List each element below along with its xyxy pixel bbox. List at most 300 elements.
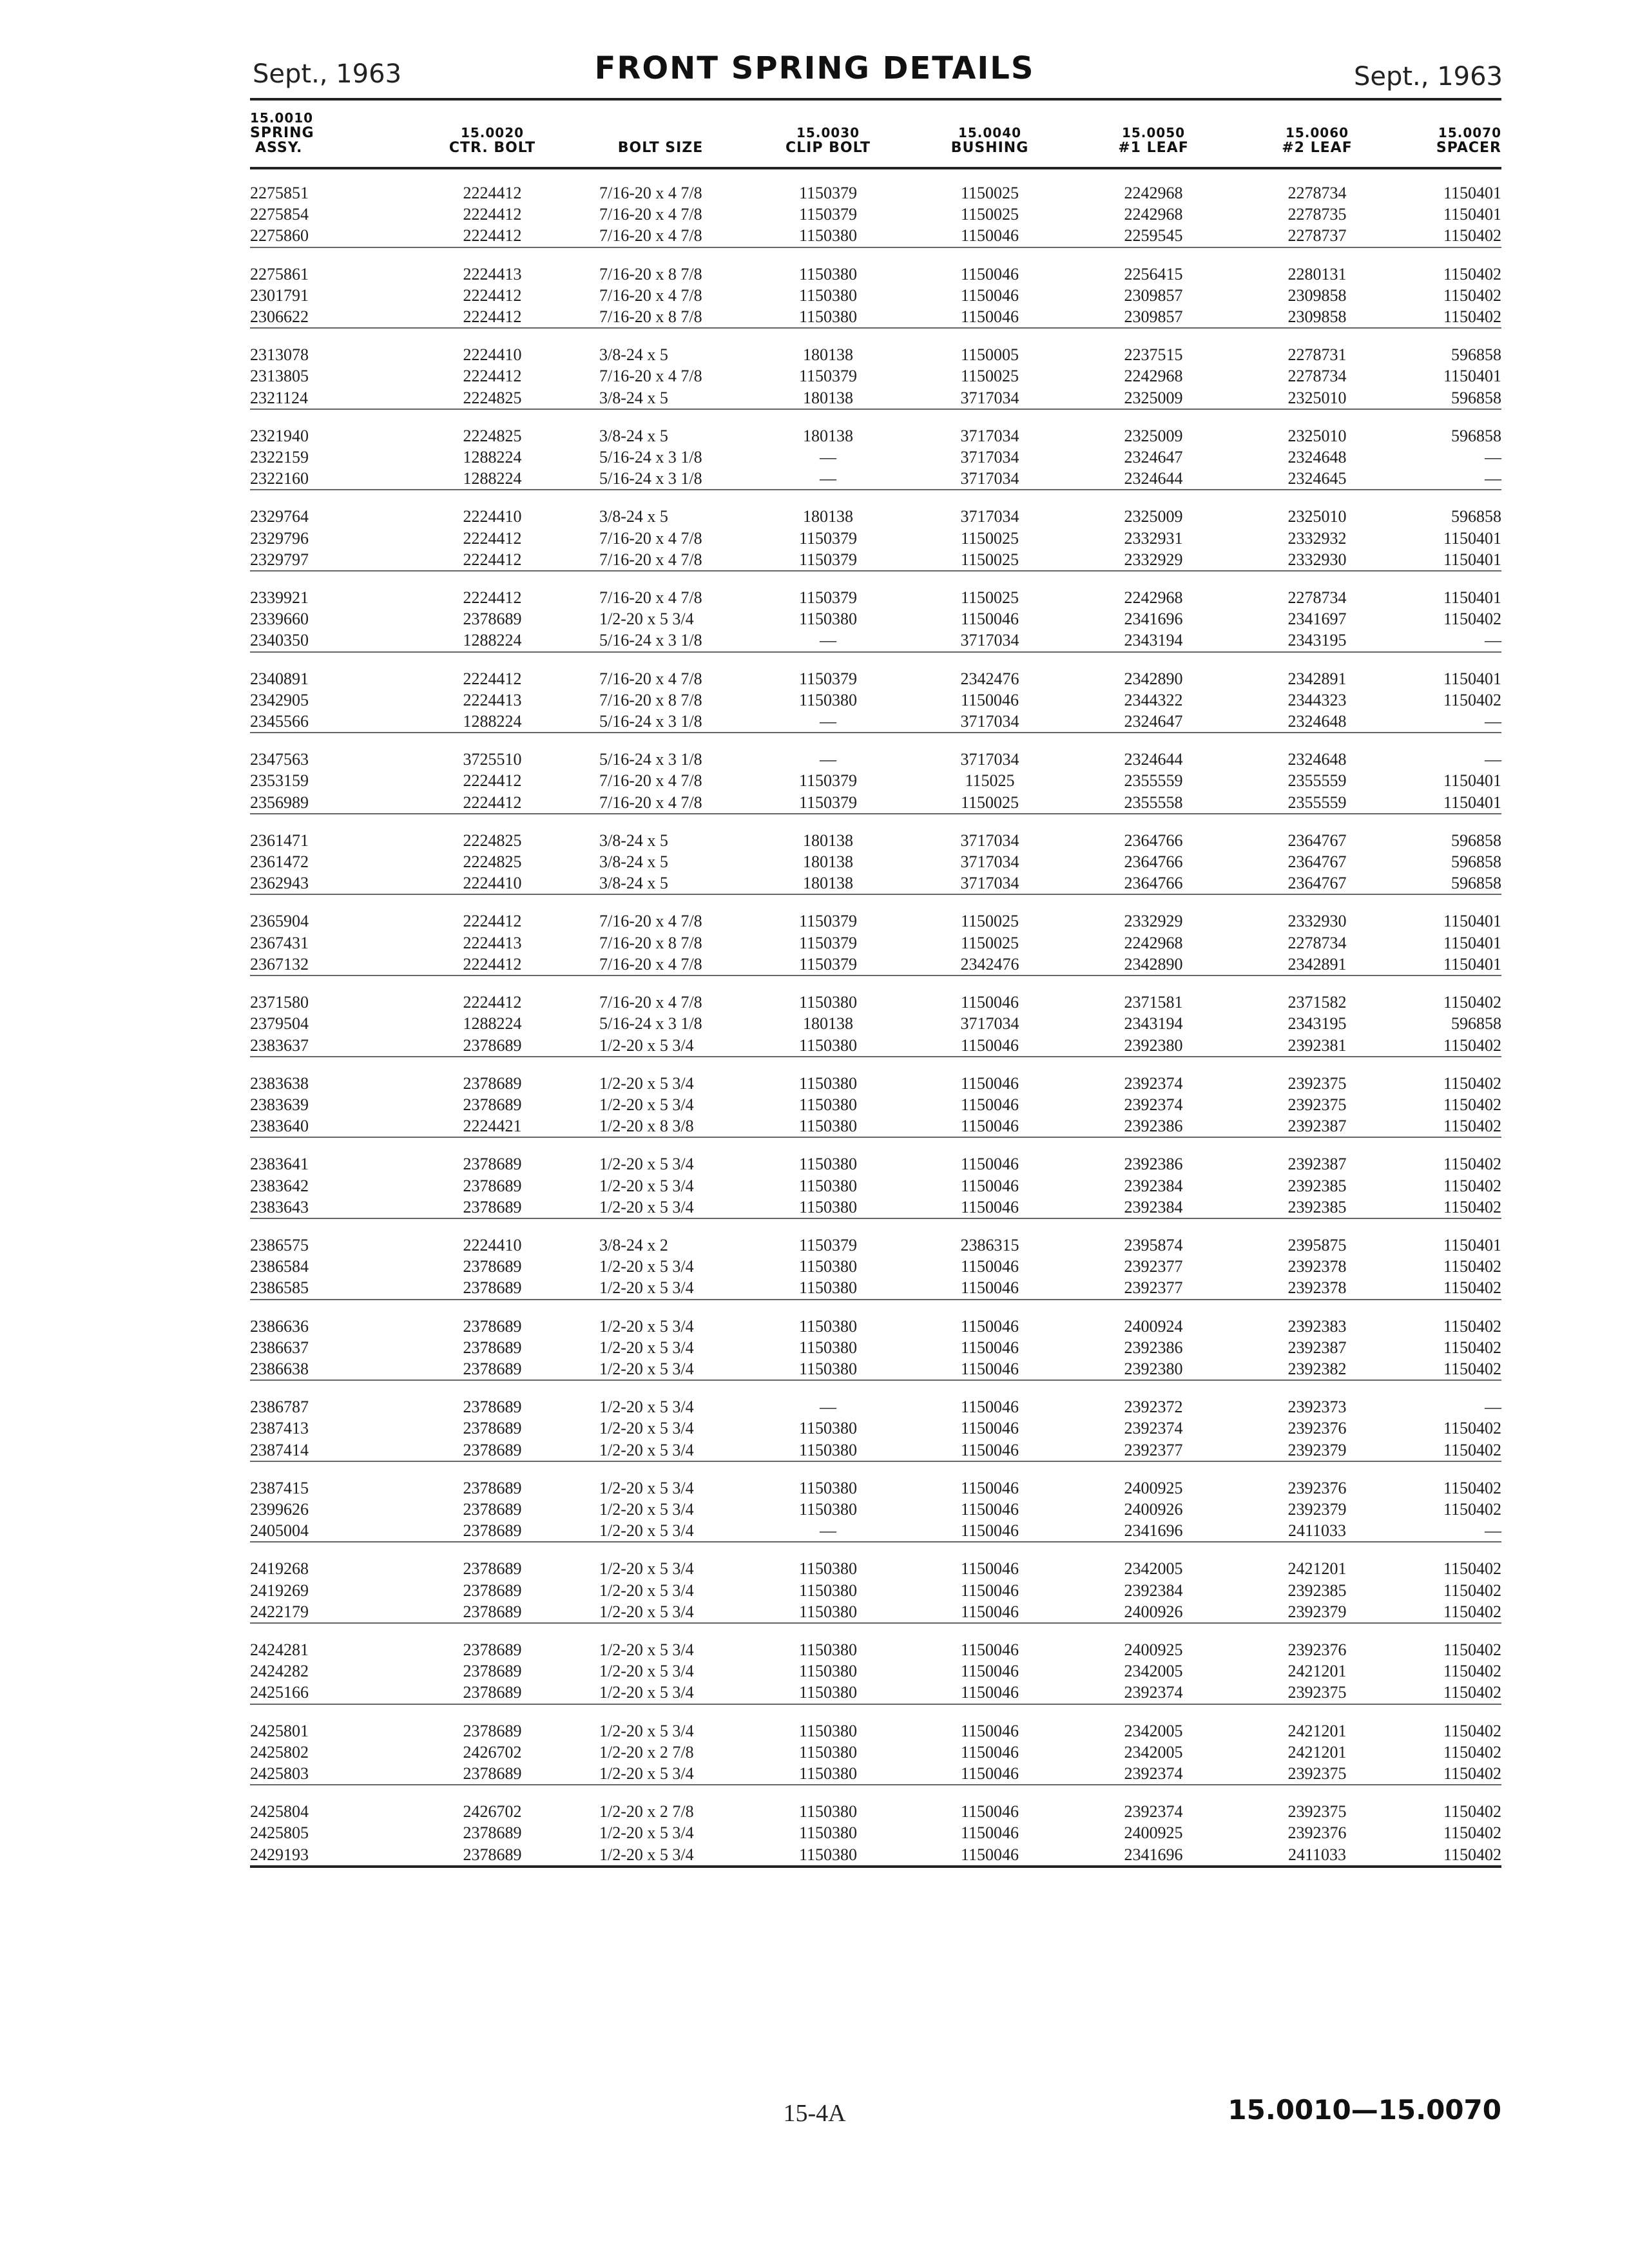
column-code: 15.0050 <box>1121 125 1186 140</box>
leaf-2-cell: 2421201 <box>1287 1721 1347 1740</box>
header-rule <box>250 98 1501 101</box>
leaf-2-cell: 2278731 <box>1287 345 1347 365</box>
column-header-row <box>250 111 1501 168</box>
clip-bolt-cell: 1150380 <box>798 1338 858 1357</box>
leaf-1-cell: 2341696 <box>1071 1844 1236 1867</box>
leaf-1-cell: 2342005 <box>1124 1742 1183 1762</box>
table-row <box>250 792 1501 814</box>
leaf-2-cell: 2392383 <box>1287 1316 1347 1336</box>
leaf-2-cell: 2278735 <box>1287 205 1347 224</box>
bushing-cell: 3717034 <box>909 711 1071 733</box>
ctr-bolt-cell: 2378689 <box>463 1559 522 1579</box>
ctr-bolt-cell: 2378689 <box>463 1398 522 1417</box>
leaf-1-cell: 2332929 <box>1071 549 1236 571</box>
leaf-1-cell: 2364766 <box>1071 872 1236 894</box>
spring-assy-cell: 2405004 <box>250 1520 411 1542</box>
leaf-2-cell: 2355559 <box>1287 771 1347 791</box>
spacer-cell: 1150402 <box>1443 993 1501 1012</box>
spacer-cell: 1150402 <box>1443 610 1501 629</box>
leaf-2-cell: 2343195 <box>1287 1014 1347 1033</box>
leaf-1-cell: 2343194 <box>1071 629 1236 651</box>
table-row <box>250 1542 1501 1579</box>
bushing-cell: 1150046 <box>960 993 1019 1012</box>
leaf-2-cell: 2392375 <box>1287 1073 1347 1093</box>
bolt-size-cell: 1/2-20 x 5 3/4 <box>574 1439 747 1461</box>
leaf-1-cell: 2395874 <box>1124 1235 1183 1254</box>
spacer-cell: 1150402 <box>1398 225 1501 247</box>
spring-assy-cell: 2386584 <box>250 1257 309 1276</box>
bolt-size-cell: 7/16-20 x 4 7/8 <box>599 588 702 608</box>
leaf-1-cell: 2325009 <box>1124 507 1183 526</box>
bolt-size-cell: 1/2-20 x 5 3/4 <box>574 1035 747 1057</box>
leaf-1-cell: 2342005 <box>1124 1559 1183 1579</box>
table-row <box>250 447 1501 468</box>
clip-bolt-cell: 1150379 <box>747 549 909 571</box>
bolt-size-cell: 1/2-20 x 5 3/4 <box>599 1581 694 1600</box>
table-row <box>250 549 1501 571</box>
spacer-cell: 1150402 <box>1443 285 1501 305</box>
leaf-2-cell: 2392385 <box>1236 1196 1398 1218</box>
spring-assy-cell: 2321124 <box>250 387 411 409</box>
spring-assy-cell: 2365904 <box>250 912 309 931</box>
column-header-clip-bolt <box>747 111 909 168</box>
leaf-2-cell: 2309858 <box>1236 306 1398 328</box>
leaf-1-cell: 2242968 <box>1124 588 1183 608</box>
clip-bolt-cell: 1150379 <box>798 184 858 202</box>
spring-assy-cell: 2275854 <box>250 205 309 224</box>
clip-bolt-cell: 1150380 <box>747 1115 909 1137</box>
ctr-bolt-cell: 2224410 <box>463 1235 522 1254</box>
table-row <box>250 1196 1501 1218</box>
column-code: 15.0030 <box>796 125 860 140</box>
ctr-bolt-cell: 2224412 <box>463 285 522 305</box>
spacer-cell: 1150401 <box>1443 771 1501 791</box>
leaf-1-cell: 2392374 <box>1124 1419 1183 1438</box>
spacer-cell: — <box>1398 711 1501 733</box>
table-row <box>250 1115 1501 1137</box>
ctr-bolt-cell: 2224412 <box>411 306 574 328</box>
bolt-size-cell: 3/8-24 x 5 <box>599 345 668 365</box>
spring-assy-cell: 2353159 <box>250 771 309 791</box>
leaf-1-cell: 2392377 <box>1071 1277 1236 1299</box>
bushing-cell: 1150046 <box>909 1763 1071 1785</box>
spring-assy-cell: 2425805 <box>250 1823 309 1843</box>
leaf-2-cell: 2392378 <box>1287 1257 1347 1276</box>
spacer-cell: 596858 <box>1398 387 1501 409</box>
clip-bolt-cell: 1150379 <box>747 792 909 814</box>
bolt-size-cell: 1/2-20 x 5 3/4 <box>599 1155 694 1174</box>
ctr-bolt-cell: 1288224 <box>411 468 574 490</box>
leaf-2-cell: 2392375 <box>1236 1682 1398 1704</box>
table-row <box>250 733 1501 770</box>
bushing-cell: 1150046 <box>960 690 1019 709</box>
clip-bolt-cell: 180138 <box>747 387 909 409</box>
leaf-1-cell: 2392372 <box>1124 1398 1183 1417</box>
leaf-1-cell: 2324644 <box>1071 468 1236 490</box>
leaf-1-cell: 2392374 <box>1071 1763 1236 1785</box>
bolt-size-cell: 3/8-24 x 5 <box>599 852 668 872</box>
table-row <box>250 932 1501 954</box>
bushing-cell: 1150046 <box>960 1742 1019 1762</box>
column-header-bushing <box>909 111 1071 168</box>
clip-bolt-cell: — <box>747 468 909 490</box>
ctr-bolt-cell: 2224412 <box>463 184 522 202</box>
bushing-cell: 1150046 <box>909 306 1071 328</box>
leaf-1-cell: 2392374 <box>1124 1095 1183 1114</box>
column-label: ASSY. <box>255 140 303 156</box>
column-header-spring-assy <box>250 111 411 168</box>
ctr-bolt-cell: 2426702 <box>463 1742 522 1762</box>
leaf-1-cell: 2392386 <box>1071 1115 1236 1137</box>
bolt-size-cell: 1/2-20 x 5 3/4 <box>599 1338 694 1357</box>
spring-assy-cell: 2329764 <box>250 507 309 526</box>
spring-assy-cell: 2387414 <box>250 1439 411 1461</box>
ctr-bolt-cell: 2224412 <box>463 205 522 224</box>
spacer-cell: 1150401 <box>1443 184 1501 202</box>
bolt-size-cell: 1/2-20 x 2 7/8 <box>599 1802 694 1821</box>
ctr-bolt-cell: 2224412 <box>463 588 522 608</box>
bushing-cell: 1150025 <box>909 549 1071 571</box>
spacer-cell: 1150401 <box>1443 912 1501 931</box>
ctr-bolt-cell: 2378689 <box>411 1763 574 1785</box>
spring-assy-cell: 2425802 <box>250 1742 309 1762</box>
leaf-2-cell: 2392387 <box>1287 1155 1347 1174</box>
bushing-cell: 3717034 <box>909 387 1071 409</box>
ctr-bolt-cell: 2224412 <box>463 912 522 931</box>
page-title: FRONT SPRING DETAILS <box>594 50 1035 86</box>
bolt-size-cell: 1/2-20 x 5 3/4 <box>599 1316 694 1336</box>
spring-assy-cell: 2342905 <box>250 690 309 709</box>
spring-assy-cell: 2383643 <box>250 1196 411 1218</box>
clip-bolt-cell: 1150379 <box>798 1235 858 1254</box>
bolt-size-cell: 1/2-20 x 5 3/4 <box>599 1662 694 1681</box>
table-row <box>250 608 1501 629</box>
leaf-2-cell: 2411033 <box>1236 1520 1398 1542</box>
ctr-bolt-cell: 1288224 <box>411 629 574 651</box>
ctr-bolt-cell: 2378689 <box>463 1419 522 1438</box>
spacer-cell: 1150402 <box>1443 1338 1501 1357</box>
ctr-bolt-cell: 2378689 <box>463 1176 522 1195</box>
leaf-2-cell: 2341697 <box>1287 610 1347 629</box>
bushing-cell: 1150046 <box>960 285 1019 305</box>
leaf-1-cell: 2332929 <box>1124 912 1183 931</box>
spring-assy-cell: 2367431 <box>250 933 309 952</box>
clip-bolt-cell: 1150380 <box>798 690 858 709</box>
bolt-size-cell: 7/16-20 x 4 7/8 <box>599 528 702 548</box>
leaf-2-cell: 2332932 <box>1287 528 1347 548</box>
clip-bolt-cell: 1150379 <box>798 933 858 952</box>
spring-assy-cell: 2275860 <box>250 225 411 247</box>
bushing-cell: 1150046 <box>960 1257 1019 1276</box>
leaf-2-cell: 2392387 <box>1287 1338 1347 1357</box>
bolt-size-cell: 1/2-20 x 5 3/4 <box>574 1520 747 1542</box>
bolt-size-cell: 5/16-24 x 3 1/8 <box>574 629 747 651</box>
clip-bolt-cell: — <box>820 448 836 467</box>
bushing-cell: 1150046 <box>960 1823 1019 1843</box>
spacer-cell: 1150402 <box>1398 1439 1501 1461</box>
leaf-2-cell: 2392373 <box>1287 1398 1347 1417</box>
spacer-cell: 1150402 <box>1398 1035 1501 1057</box>
bolt-size-cell: 5/16-24 x 3 1/8 <box>574 711 747 733</box>
table-row <box>250 328 1501 365</box>
bolt-size-cell: 1/2-20 x 5 3/4 <box>599 610 694 629</box>
table-row <box>250 409 1501 447</box>
spacer-cell: 1150402 <box>1443 264 1501 284</box>
table-row <box>250 1358 1501 1380</box>
bushing-cell: 1150005 <box>960 345 1019 365</box>
leaf-1-cell: 2259545 <box>1071 225 1236 247</box>
column-header-spacer <box>1398 111 1501 168</box>
spacer-cell: 596858 <box>1451 831 1501 850</box>
leaf-2-cell: 2392385 <box>1287 1581 1347 1600</box>
leaf-2-cell: 2392375 <box>1236 1763 1398 1785</box>
leaf-1-cell: 2355558 <box>1071 792 1236 814</box>
spring-assy-cell: 2345566 <box>250 711 411 733</box>
ctr-bolt-cell: 2378689 <box>463 1073 522 1093</box>
bushing-cell: 3717034 <box>909 872 1071 894</box>
spacer-cell: 1150402 <box>1443 1499 1501 1519</box>
ctr-bolt-cell: 2224412 <box>411 225 574 247</box>
bolt-size-cell: 7/16-20 x 8 7/8 <box>574 306 747 328</box>
leaf-2-cell: 2392379 <box>1287 1499 1347 1519</box>
ctr-bolt-cell: 2378689 <box>411 1601 574 1623</box>
clip-bolt-cell: 180138 <box>803 507 853 526</box>
bolt-size-cell: 1/2-20 x 5 3/4 <box>574 1196 747 1218</box>
ctr-bolt-cell: 2378689 <box>411 1844 574 1867</box>
clip-bolt-cell: 1150379 <box>798 588 858 608</box>
spring-assy-cell: 2371580 <box>250 993 309 1012</box>
spring-assy-cell: 2356989 <box>250 792 411 814</box>
table-row <box>250 954 1501 975</box>
ctr-bolt-cell: 2378689 <box>411 1035 574 1057</box>
ctr-bolt-cell: 2378689 <box>411 1520 574 1542</box>
spacer-cell: 1150402 <box>1443 1640 1501 1659</box>
ctr-bolt-cell: 2378689 <box>463 1499 522 1519</box>
bushing-cell: 1150046 <box>960 1155 1019 1174</box>
bushing-cell: 1150046 <box>960 1721 1019 1740</box>
table-body <box>250 168 1501 1867</box>
clip-bolt-cell: 1150380 <box>798 1478 858 1497</box>
spring-assy-cell: 2340891 <box>250 669 309 688</box>
table-row <box>250 1057 1501 1094</box>
table-row <box>250 1256 1501 1277</box>
ctr-bolt-cell: 2224412 <box>411 549 574 571</box>
clip-bolt-cell: 1150380 <box>798 285 858 305</box>
leaf-1-cell: 2400926 <box>1071 1601 1236 1623</box>
leaf-1-cell: 2364766 <box>1124 852 1183 872</box>
leaf-1-cell: 2400925 <box>1124 1640 1183 1659</box>
leaf-2-cell: 2342891 <box>1236 954 1398 975</box>
ctr-bolt-cell: 2378689 <box>463 1316 522 1336</box>
spacer-cell: 1150402 <box>1443 1742 1501 1762</box>
leaf-1-cell: 2242968 <box>1124 205 1183 224</box>
leaf-2-cell: 2421201 <box>1287 1662 1347 1681</box>
table-row <box>250 629 1501 651</box>
leaf-1-cell: 2341696 <box>1071 1520 1236 1542</box>
spacer-cell: 1150401 <box>1443 669 1501 688</box>
spacer-cell: — <box>1398 629 1501 651</box>
leaf-1-cell: 2392386 <box>1124 1155 1183 1174</box>
clip-bolt-cell: 1150380 <box>747 1277 909 1299</box>
spring-assy-cell: 2313805 <box>250 367 309 386</box>
bushing-cell: 2386315 <box>960 1235 1019 1254</box>
spacer-cell: 596858 <box>1451 426 1501 445</box>
column-code: 15.0010 <box>250 110 314 126</box>
spacer-cell: 1150402 <box>1443 1581 1501 1600</box>
bolt-size-cell: 7/16-20 x 4 7/8 <box>599 912 702 931</box>
header-date-left: Sept., 1963 <box>253 59 402 89</box>
ctr-bolt-cell: 2378689 <box>463 1721 522 1740</box>
spring-assy-cell: 2340350 <box>250 629 411 651</box>
table-row <box>250 1520 1501 1542</box>
ctr-bolt-cell: 2224825 <box>411 387 574 409</box>
spring-assy-cell: 2424282 <box>250 1662 309 1681</box>
clip-bolt-cell: — <box>747 1520 909 1542</box>
spring-assy-cell: 2383640 <box>250 1115 411 1137</box>
spring-assy-cell: 2399626 <box>250 1499 309 1519</box>
clip-bolt-cell: 180138 <box>803 831 853 850</box>
leaf-1-cell: 2400925 <box>1124 1823 1183 1843</box>
leaf-1-cell: 2309857 <box>1124 285 1183 305</box>
bolt-size-cell: 5/16-24 x 3 1/8 <box>599 1014 702 1033</box>
clip-bolt-cell: 1150380 <box>798 1559 858 1579</box>
spring-assy-cell: 2379504 <box>250 1014 309 1033</box>
bolt-size-cell: 1/2-20 x 5 3/4 <box>599 1721 694 1740</box>
table-row <box>250 1137 1501 1175</box>
table-row <box>250 1277 1501 1299</box>
leaf-1-cell: 2344322 <box>1124 690 1183 709</box>
column-code: 15.0070 <box>1438 125 1501 140</box>
bushing-cell: 1150046 <box>909 1277 1071 1299</box>
spacer-cell: 1150402 <box>1443 1478 1501 1497</box>
column-code: 15.0040 <box>958 125 1022 140</box>
ctr-bolt-cell: 2378689 <box>411 1277 574 1299</box>
spring-assy-cell: 2429193 <box>250 1844 411 1867</box>
ctr-bolt-cell: 2224410 <box>463 345 522 365</box>
spacer-cell: 1150402 <box>1443 1073 1501 1093</box>
leaf-2-cell: 2324648 <box>1287 448 1347 467</box>
ctr-bolt-cell: 2224825 <box>463 852 522 872</box>
bolt-size-cell: 1/2-20 x 5 3/4 <box>599 1257 694 1276</box>
leaf-1-cell: 2400925 <box>1124 1478 1183 1497</box>
bolt-size-cell: 5/16-24 x 3 1/8 <box>599 448 702 467</box>
leaf-1-cell: 2332931 <box>1124 528 1183 548</box>
table-row <box>250 1175 1501 1196</box>
table-row <box>250 711 1501 733</box>
ctr-bolt-cell: 2378689 <box>463 1257 522 1276</box>
leaf-1-cell: 2364766 <box>1124 831 1183 850</box>
header-date-right: Sept., 1963 <box>1353 62 1503 91</box>
spacer-cell: 1150401 <box>1443 528 1501 548</box>
spacer-cell: 1150402 <box>1398 306 1501 328</box>
leaf-1-cell: 2324647 <box>1124 448 1183 467</box>
leaf-1-cell: 2392384 <box>1071 1196 1236 1218</box>
ctr-bolt-cell: 2378689 <box>463 1823 522 1843</box>
leaf-1-cell: 2325009 <box>1071 387 1236 409</box>
leaf-1-cell: 2342890 <box>1071 954 1236 975</box>
column-label: SPACER <box>1436 140 1501 156</box>
table-row <box>250 894 1501 932</box>
clip-bolt-cell: 1150380 <box>747 1601 909 1623</box>
spring-assy-cell: 2386575 <box>250 1235 309 1254</box>
leaf-2-cell: 2278734 <box>1287 184 1347 202</box>
leaf-2-cell: 2324648 <box>1287 750 1347 769</box>
bolt-size-cell: 3/8-24 x 5 <box>599 507 668 526</box>
bolt-size-cell: 1/2-20 x 5 3/4 <box>599 1640 694 1659</box>
bushing-cell: 1150046 <box>960 1662 1019 1681</box>
bushing-cell: 3717034 <box>960 852 1019 872</box>
ctr-bolt-cell: 2224412 <box>463 528 522 548</box>
clip-bolt-cell: 1150380 <box>798 1316 858 1336</box>
leaf-2-cell: 2332930 <box>1236 549 1398 571</box>
bushing-cell: 1150046 <box>960 1095 1019 1114</box>
ctr-bolt-cell: 2378689 <box>411 1682 574 1704</box>
leaf-1-cell: 2392374 <box>1071 1682 1236 1704</box>
clip-bolt-cell: 1150380 <box>798 1155 858 1174</box>
leaf-1-cell: 2400924 <box>1124 1316 1183 1336</box>
spring-assy-cell: 2425804 <box>250 1802 309 1821</box>
spring-assy-cell: 2386637 <box>250 1338 309 1357</box>
bolt-size-cell: 1/2-20 x 5 3/4 <box>599 1478 694 1497</box>
spring-assy-cell: 2321940 <box>250 426 309 445</box>
bushing-cell: 1150046 <box>960 1073 1019 1093</box>
bolt-size-cell: 3/8-24 x 2 <box>599 1235 668 1254</box>
clip-bolt-cell: — <box>747 629 909 651</box>
leaf-1-cell: 2371581 <box>1124 993 1183 1012</box>
ctr-bolt-cell: 1288224 <box>463 448 522 467</box>
leaf-2-cell: 2278734 <box>1287 933 1347 952</box>
leaf-1-cell: 2309857 <box>1071 306 1236 328</box>
table-row <box>250 168 1501 204</box>
spacer-cell: 596858 <box>1451 852 1501 872</box>
spring-assy-cell: 2367132 <box>250 954 411 975</box>
leaf-2-cell: 2309858 <box>1287 285 1347 305</box>
ctr-bolt-cell: 2378689 <box>463 1640 522 1659</box>
clip-bolt-cell: — <box>820 1398 836 1417</box>
bushing-cell: 1150046 <box>960 1640 1019 1659</box>
bolt-size-cell: 7/16-20 x 8 7/8 <box>599 933 702 952</box>
bushing-cell: 1150046 <box>909 1520 1071 1542</box>
clip-bolt-cell: 1150380 <box>747 1439 909 1461</box>
table-row <box>250 1623 1501 1660</box>
table-row <box>250 1704 1501 1742</box>
bolt-size-cell: 1/2-20 x 5 3/4 <box>574 1277 747 1299</box>
spacer-cell: 1150401 <box>1443 933 1501 952</box>
clip-bolt-cell: 1150379 <box>798 771 858 791</box>
ctr-bolt-cell: 2378689 <box>463 1581 522 1600</box>
clip-bolt-cell: 1150380 <box>747 1682 909 1704</box>
bushing-cell: 1150046 <box>909 1115 1071 1137</box>
leaf-2-cell: 2392376 <box>1287 1823 1347 1843</box>
bolt-size-cell: 3/8-24 x 5 <box>574 872 747 894</box>
clip-bolt-cell: 1150379 <box>798 205 858 224</box>
leaf-1-cell: 2392380 <box>1071 1035 1236 1057</box>
bolt-size-cell: 3/8-24 x 5 <box>599 831 668 850</box>
leaf-2-cell: 2392376 <box>1287 1419 1347 1438</box>
ctr-bolt-cell: 2378689 <box>463 610 522 629</box>
ctr-bolt-cell: 3725510 <box>463 750 522 769</box>
clip-bolt-cell: 1150380 <box>798 610 858 629</box>
spring-assy-cell: 2422179 <box>250 1601 411 1623</box>
column-label: #2 LEAF <box>1282 140 1353 156</box>
table-row <box>250 975 1501 1013</box>
spring-assy-cell: 2387415 <box>250 1478 309 1497</box>
spring-assy-cell: 2361472 <box>250 852 309 872</box>
spring-assy-cell: 2386585 <box>250 1277 411 1299</box>
table-row <box>250 1580 1501 1601</box>
bushing-cell: 1150046 <box>960 264 1019 284</box>
spacer-cell: 1150402 <box>1443 1316 1501 1336</box>
